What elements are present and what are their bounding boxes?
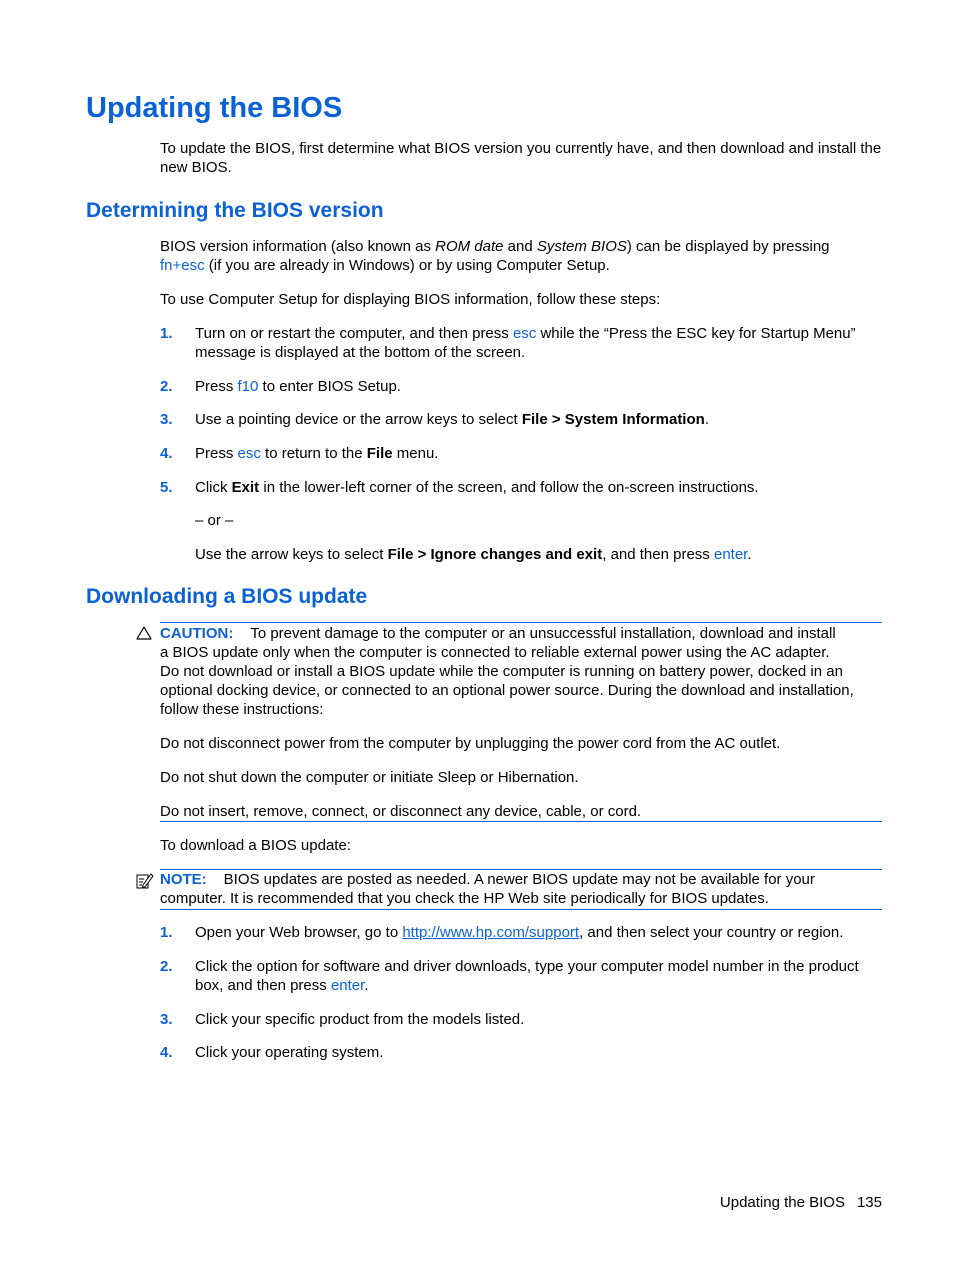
download-step-3: Click your specific product from the models listed. [195,1011,525,1028]
caution-label: CAUTION: [160,625,234,642]
section-heading-determining: Determining the BIOS version [86,199,384,222]
key-enter: enter [713,546,748,563]
download-step-4: Click your operating system. [195,1044,384,1061]
download-step-1: Open your Web browser, go to http://www.hp.com/support, and then select your country or region. [195,924,844,941]
caution-item-devices: Do not insert, remove, connect, or disconnect any device, cable, or cord. [160,803,642,820]
key-fn-esc: fn+esc [160,257,205,274]
note-text: NOTE: BIOS updates are posted as needed. A newer BIOS update may not be available for your computer. It is recommended that you check the HP Web site periodically for BIOS updates. [160,871,815,907]
note-label: NOTE: [160,871,207,888]
caution-bottom-rule [160,821,882,822]
step-number: 3. [160,1011,173,1028]
bios-version-paragraph: BIOS version information (also known as ROM date and System BIOS) can be displayed by pressing fn+esc (if you are already in Windows) or by using Computer Setup. [160,238,830,274]
note-pencil-icon [136,872,154,890]
key-esc: esc [237,445,261,462]
step-2: Press f10 to enter BIOS Setup. [195,378,401,395]
caution-top-rule [160,622,882,623]
step-4: Press esc to return to the File menu. [195,445,439,462]
key-f10: f10 [237,378,259,395]
step-3: Use a pointing device or the arrow keys to select File > System Information. [195,411,709,428]
intro-paragraph: To update the BIOS, first determine what BIOS version you currently have, and then download and install the new BIOS. [160,140,882,176]
step-number: 2. [160,378,173,395]
footer-section-title: Updating the BIOS [719,1194,845,1211]
hp-support-link[interactable]: http://www.hp.com/support [402,924,580,941]
section-heading-downloading: Downloading a BIOS update [86,585,368,608]
download-intro: To download a BIOS update: [160,837,351,854]
step-number: 2. [160,958,173,975]
step-1: Turn on or restart the computer, and then press esc while the “Press the ESC key for Startup Menu” message is displayed at the bottom of the screen. [195,325,856,361]
page-title: Updating the BIOS [86,92,343,124]
computer-setup-paragraph: To use Computer Setup for displaying BIOS information, follow these steps: [160,291,661,308]
key-enter: enter [330,977,365,994]
step-number: 3. [160,411,173,428]
step-number: 5. [160,479,173,496]
step-number: 4. [160,445,173,462]
step-5-alternative: Use the arrow keys to select File > Ignore changes and exit, and then press enter. [195,546,752,563]
caution-item-sleep: Do not shut down the computer or initiate Sleep or Hibernation. [160,769,579,786]
step-number: 1. [160,325,173,342]
key-esc: esc [512,325,537,342]
caution-triangle-icon [136,626,152,640]
page-footer [720,1193,882,1212]
step-number: 4. [160,1044,173,1061]
caution-item-power: Do not disconnect power from the computer by unplugging the power cord from the AC outlet. [160,735,781,752]
download-step-2: Click the option for software and driver downloads, type your computer model number in the product box, and then press enter. [195,958,859,994]
note-bottom-rule [160,909,882,910]
step-5: Click Exit in the lower-left corner of the screen, and follow the on-screen instructions. [195,479,759,496]
page-number: 135 [856,1194,882,1211]
step-number: 1. [160,924,173,941]
or-separator: – or – [195,512,234,529]
caution-text: CAUTION: To prevent damage to the computer or an unsuccessful installation, download and install a BIOS update only when the computer is connected to reliable external power using the AC adapter. Do not download or install a BIOS update while the computer is running on battery power, docked in an optional docking device, or connected to an optional power source. During the download and installation, follow these instructions: [160,625,854,718]
